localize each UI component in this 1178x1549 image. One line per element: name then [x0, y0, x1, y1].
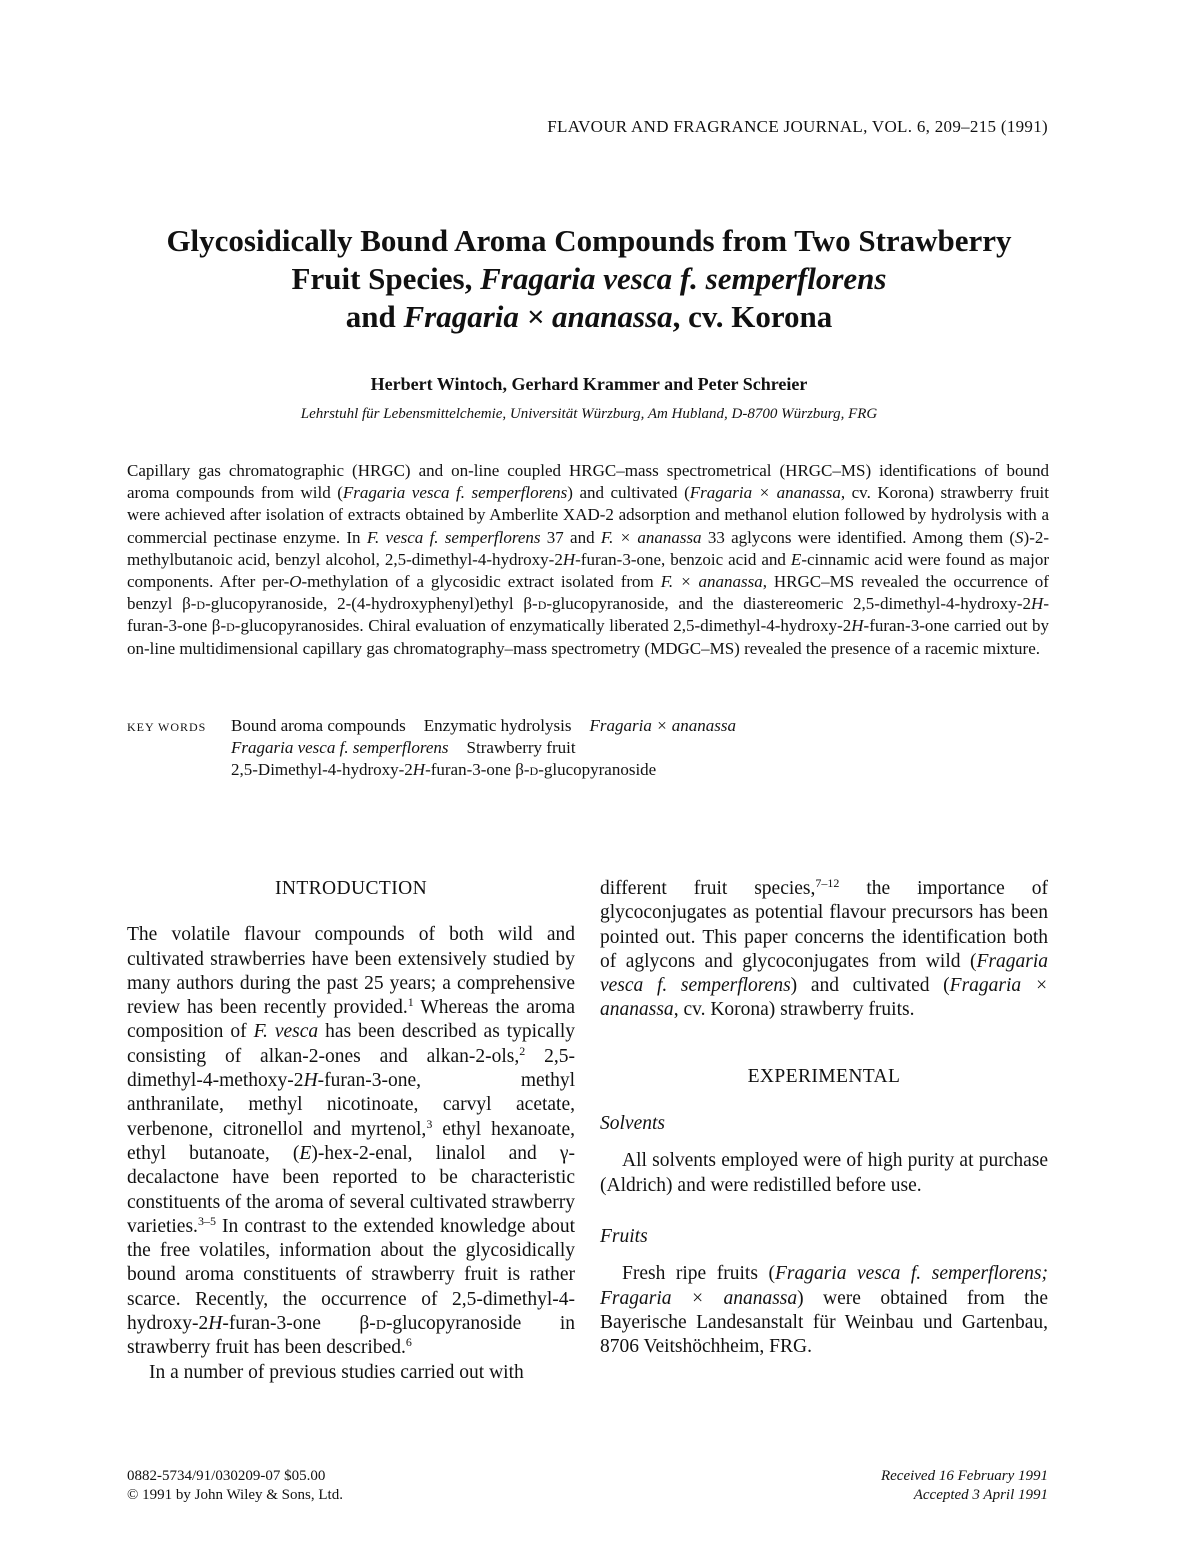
abstract-italic: H: [562, 549, 576, 569]
title-text: , cv. Korona: [672, 299, 833, 334]
title-text: and: [345, 299, 404, 334]
keywords-line: [231, 737, 1049, 759]
body-text: -glucopyranoside in strawberry fruit has been described.: [127, 1313, 575, 1359]
accepted-date: Accepted 3 April 1991: [913, 1487, 1048, 1503]
introduction-paragraph-2: In a number of previous studies carried out with: [149, 1361, 524, 1383]
title-species: Fragaria × ananassa: [403, 299, 673, 334]
abstract-italic: H: [851, 616, 864, 636]
body-text: , cv. Korona) strawberry fruits.: [673, 999, 915, 1021]
keywords-line: [231, 715, 1049, 737]
keyword: Bound aroma compounds: [231, 716, 406, 735]
introduction-paragraph-1: [127, 923, 575, 1360]
abstract-italic: O: [289, 572, 302, 592]
body-text: The volatile flavour compounds of both wild and cultivated strawberries have been extensively studied by many authors during the past 25 years; a comprehensive review has been recently provided.: [127, 924, 575, 1019]
abstract-smallcaps: d: [537, 594, 547, 614]
reference-marker: 3–5: [197, 1213, 216, 1228]
introduction-heading: INTRODUCTION: [274, 878, 428, 899]
abstract-text: -glucopyranoside, and the diastereomeric 2,5-dimethyl-4-hydroxy-2: [546, 594, 1032, 614]
body-text: has been described as typically consisting of alkan-2-ones and alkan-2-ols,: [127, 1021, 575, 1067]
keyword: -furan-3-one β-: [425, 760, 530, 779]
abstract-text: -methylation of a glycosidic extract isolated from: [301, 572, 661, 592]
abstract: [127, 460, 1049, 660]
body-text: ) and cultivated (: [790, 975, 950, 997]
keyword-italic: H: [412, 760, 426, 779]
body-italic: H: [303, 1070, 318, 1092]
footer-left: [127, 1467, 343, 1505]
abstract-text: -cinnamic acid were found as major components. After per-: [127, 549, 1049, 592]
abstract-text: 37 and: [540, 527, 601, 547]
reference-marker: 2: [519, 1043, 526, 1058]
abstract-text: , cv. Korona) strawberry fruit were achieved after isolation of extracts obtained by Amberlite XAD-2 adsorption and methanol elution followed by hydrolysis with a commercial pectinase enzyme. In: [127, 483, 1049, 547]
body-italic: Fragaria vesca f. semperflorens: [600, 950, 1048, 997]
received-date: Received 16 February 1991: [880, 1468, 1048, 1484]
abstract-text: -glucopyranosides. Chiral evaluation of enzymatically liberated 2,5-dimethyl-4-hydroxy-2: [234, 616, 852, 636]
introduction-paragraph-continued: [600, 877, 1048, 1023]
abstract-italic: H: [1031, 594, 1044, 614]
abstract-italic: Fragaria vesca f. semperflorens: [342, 483, 568, 503]
experimental-heading: EXPERIMENTAL: [747, 1065, 901, 1087]
body-text: ethyl hexanoate, ethyl butanoate, (: [127, 1118, 575, 1164]
body-smallcaps: d: [375, 1313, 386, 1335]
affiliation: Lehrstuhl für Lebensmittelchemie, Universität Würzburg, Am Hubland, D-8700 Würzburg, FRG: [300, 406, 878, 422]
body-text: -furan-3-one β-: [222, 1313, 376, 1335]
keyword-smallcaps: d: [529, 760, 539, 779]
body-text: Fresh ripe fruits (: [622, 1263, 775, 1285]
body-text: ) were obtained from the Bayerische Landesanstalt für Weinbau und Gartenbau, 8706 Veitshöchheim, FRG.: [600, 1287, 1048, 1358]
reference-marker: 6: [405, 1335, 412, 1350]
body-text: -furan-3-one, methyl anthranilate, methyl nicotinoate, carvyl acetate, verbenone, citronellol and myrtenol,: [127, 1070, 575, 1140]
title-text: Fruit Species,: [291, 261, 481, 296]
body-text: the importance of glycoconjugates as potential flavour precursors has been pointed out. This paper concerns the identification both of aglycons and glycoconjugates from wild (: [600, 878, 1048, 972]
article-code: 0882-5734/91/030209-07 $05.00: [127, 1468, 326, 1484]
abstract-text: , HRGC–MS revealed the occurrence of benzyl β-: [127, 572, 1049, 614]
keyword: Enzymatic hydrolysis: [423, 716, 572, 735]
keywords-label: KEY WORDS: [127, 720, 207, 734]
body-italic: F. vesca: [253, 1021, 319, 1043]
keyword: 2,5-Dimethyl-4-hydroxy-2: [231, 760, 413, 779]
abstract-text: ) and cultivated (: [567, 483, 690, 503]
body-italic: Fragaria × ananassa: [600, 975, 1048, 1021]
reference-marker: 3: [426, 1116, 433, 1131]
keyword: Fragaria × ananassa: [589, 716, 737, 735]
title-line-3: [110, 298, 1068, 336]
abstract-text: -furan-3-one carried out by on-line multidimensional capillary gas chromatography–mass spectrometry (MDGC–MS) revealed the presence of a racemic mixture.: [127, 616, 1049, 658]
abstract-italic: F. vesca f. semperflorens: [366, 527, 541, 547]
keywords-list: [231, 715, 1049, 781]
body-italic: Fragaria vesca f. semperflorens; Fragaria × ananassa: [600, 1263, 1048, 1309]
abstract-italic: F. × ananassa: [600, 527, 702, 547]
solvents-heading: Solvents: [600, 1113, 665, 1135]
abstract-text: -furan-3-one β-: [127, 594, 1049, 636]
running-head: FLAVOUR AND FRAGRANCE JOURNAL, VOL. 6, 209–215 (1991): [547, 117, 1048, 136]
fruits-paragraph: [600, 1262, 1048, 1359]
abstract-italic: Fragaria × ananassa: [689, 483, 841, 503]
copyright: © 1991 by John Wiley & Sons, Ltd.: [127, 1487, 343, 1503]
keyword: -glucopyranoside: [538, 760, 657, 779]
abstract-text: )-2-methylbutanoic acid, benzyl alcohol, 2,5-dimethyl-4-hydroxy-2: [127, 527, 1050, 569]
keywords-line: [231, 759, 1049, 781]
fruits-heading: Fruits: [600, 1225, 648, 1247]
title-line-1: Glycosidically Bound Aroma Compounds from Two Strawberry: [166, 223, 1012, 258]
reference-marker: 7–12: [815, 875, 840, 890]
body-italic: E: [299, 1142, 312, 1164]
title-species: Fragaria vesca f. semperflorens: [480, 261, 887, 296]
abstract-text: 33 aglycons were identified. Among them (: [701, 527, 1016, 547]
abstract-text: -furan-3-one, benzoic acid and: [575, 549, 791, 569]
body-italic: H: [208, 1313, 223, 1335]
body-text: )-hex-2-enal, linalol and γ-decalactone have been reported to be characteristic constituents of the aroma of several cultivated strawberry varieties.: [127, 1142, 575, 1237]
footer-right: [881, 1467, 1048, 1505]
abstract-text: Capillary gas chromatographic (HRGC) and on-line coupled HRGC–mass spectrometrical (HRGC–MS) identifications of bound aroma compounds from wild (: [127, 461, 1049, 503]
body-text: Whereas the aroma composition of: [127, 997, 575, 1043]
abstract-italic: S: [1015, 527, 1024, 547]
keyword: Strawberry fruit: [466, 738, 576, 757]
abstract-smallcaps: d: [196, 594, 206, 614]
keyword: Fragaria vesca f. semperflorens: [231, 738, 449, 757]
solvents-paragraph: All solvents employed were of high purity at purchase (Aldrich) and were redistilled before use.: [600, 1150, 1048, 1196]
title-line-2: [110, 260, 1068, 298]
abstract-smallcaps: d: [226, 616, 235, 636]
body-text: different fruit species,: [600, 878, 816, 899]
right-column: [600, 877, 1048, 1359]
abstract-text: -glucopyranoside, 2-(4-hydroxyphenyl)ethyl β-: [205, 594, 538, 614]
left-column: [127, 877, 575, 1385]
abstract-italic: E: [790, 549, 802, 569]
abstract-italic: F. × ananassa: [660, 572, 763, 592]
authors: Herbert Wintoch, Gerhard Krammer and Peter Schreier: [370, 374, 808, 394]
reference-marker: 1: [407, 995, 414, 1009]
body-text: In contrast to the extended knowledge about the free volatiles, information about the glycosidically bound aroma constituents of strawberry fruit is rather scarce. Recently, the occurrence of 2,5-dimethyl-4-hydroxy-2: [127, 1215, 575, 1335]
article-title: [110, 222, 1068, 336]
body-text: 2,5-dimethyl-4-methoxy-2: [127, 1045, 575, 1092]
